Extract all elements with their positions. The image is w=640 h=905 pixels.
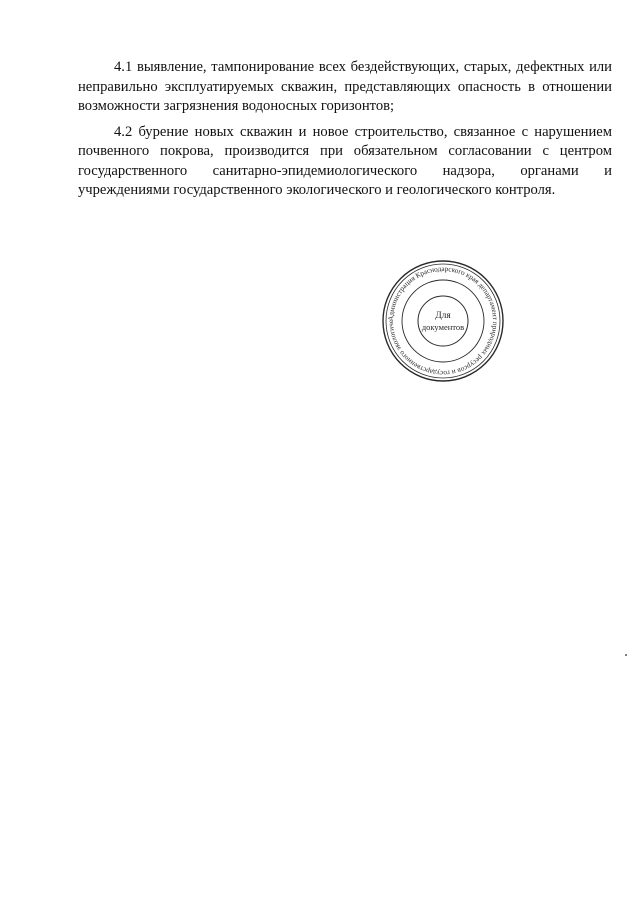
stamp-inner-ring: [402, 280, 484, 362]
paragraph-4-2: 4.2 бурение новых скважин и новое строительство, связанное с нарушением почвенного покрова, производится при обязательном согласовании с центром государственного санитарно-эпидемиологического надзора, органами и учреждениями государственного экологического и геологического контроля.: [78, 123, 612, 198]
stamp-inner-text-line1: Для: [435, 311, 451, 321]
stamp-seal-graphic: [381, 259, 505, 383]
official-stamp: [381, 259, 505, 383]
stamp-center-circle: [418, 296, 468, 346]
stamp-ring-text-path: Администрация Краснодарского края департамент природных ресурсов и государственного экологиче: [386, 264, 500, 378]
scan-speck: [625, 654, 627, 656]
stamp-outer-ring: [383, 261, 503, 381]
paragraph-4-1: 4.1 выявление, тампонирование всех бездействующих, старых, дефектных или неправильно эксплуатируемых скважин, представляющих опасность в отношении возможности загрязнения водоносных горизонтов;: [78, 59, 612, 114]
stamp-second-ring: [386, 264, 500, 378]
stamp-inner-text-line2: документов: [421, 322, 465, 332]
document-body: [78, 58, 612, 207]
